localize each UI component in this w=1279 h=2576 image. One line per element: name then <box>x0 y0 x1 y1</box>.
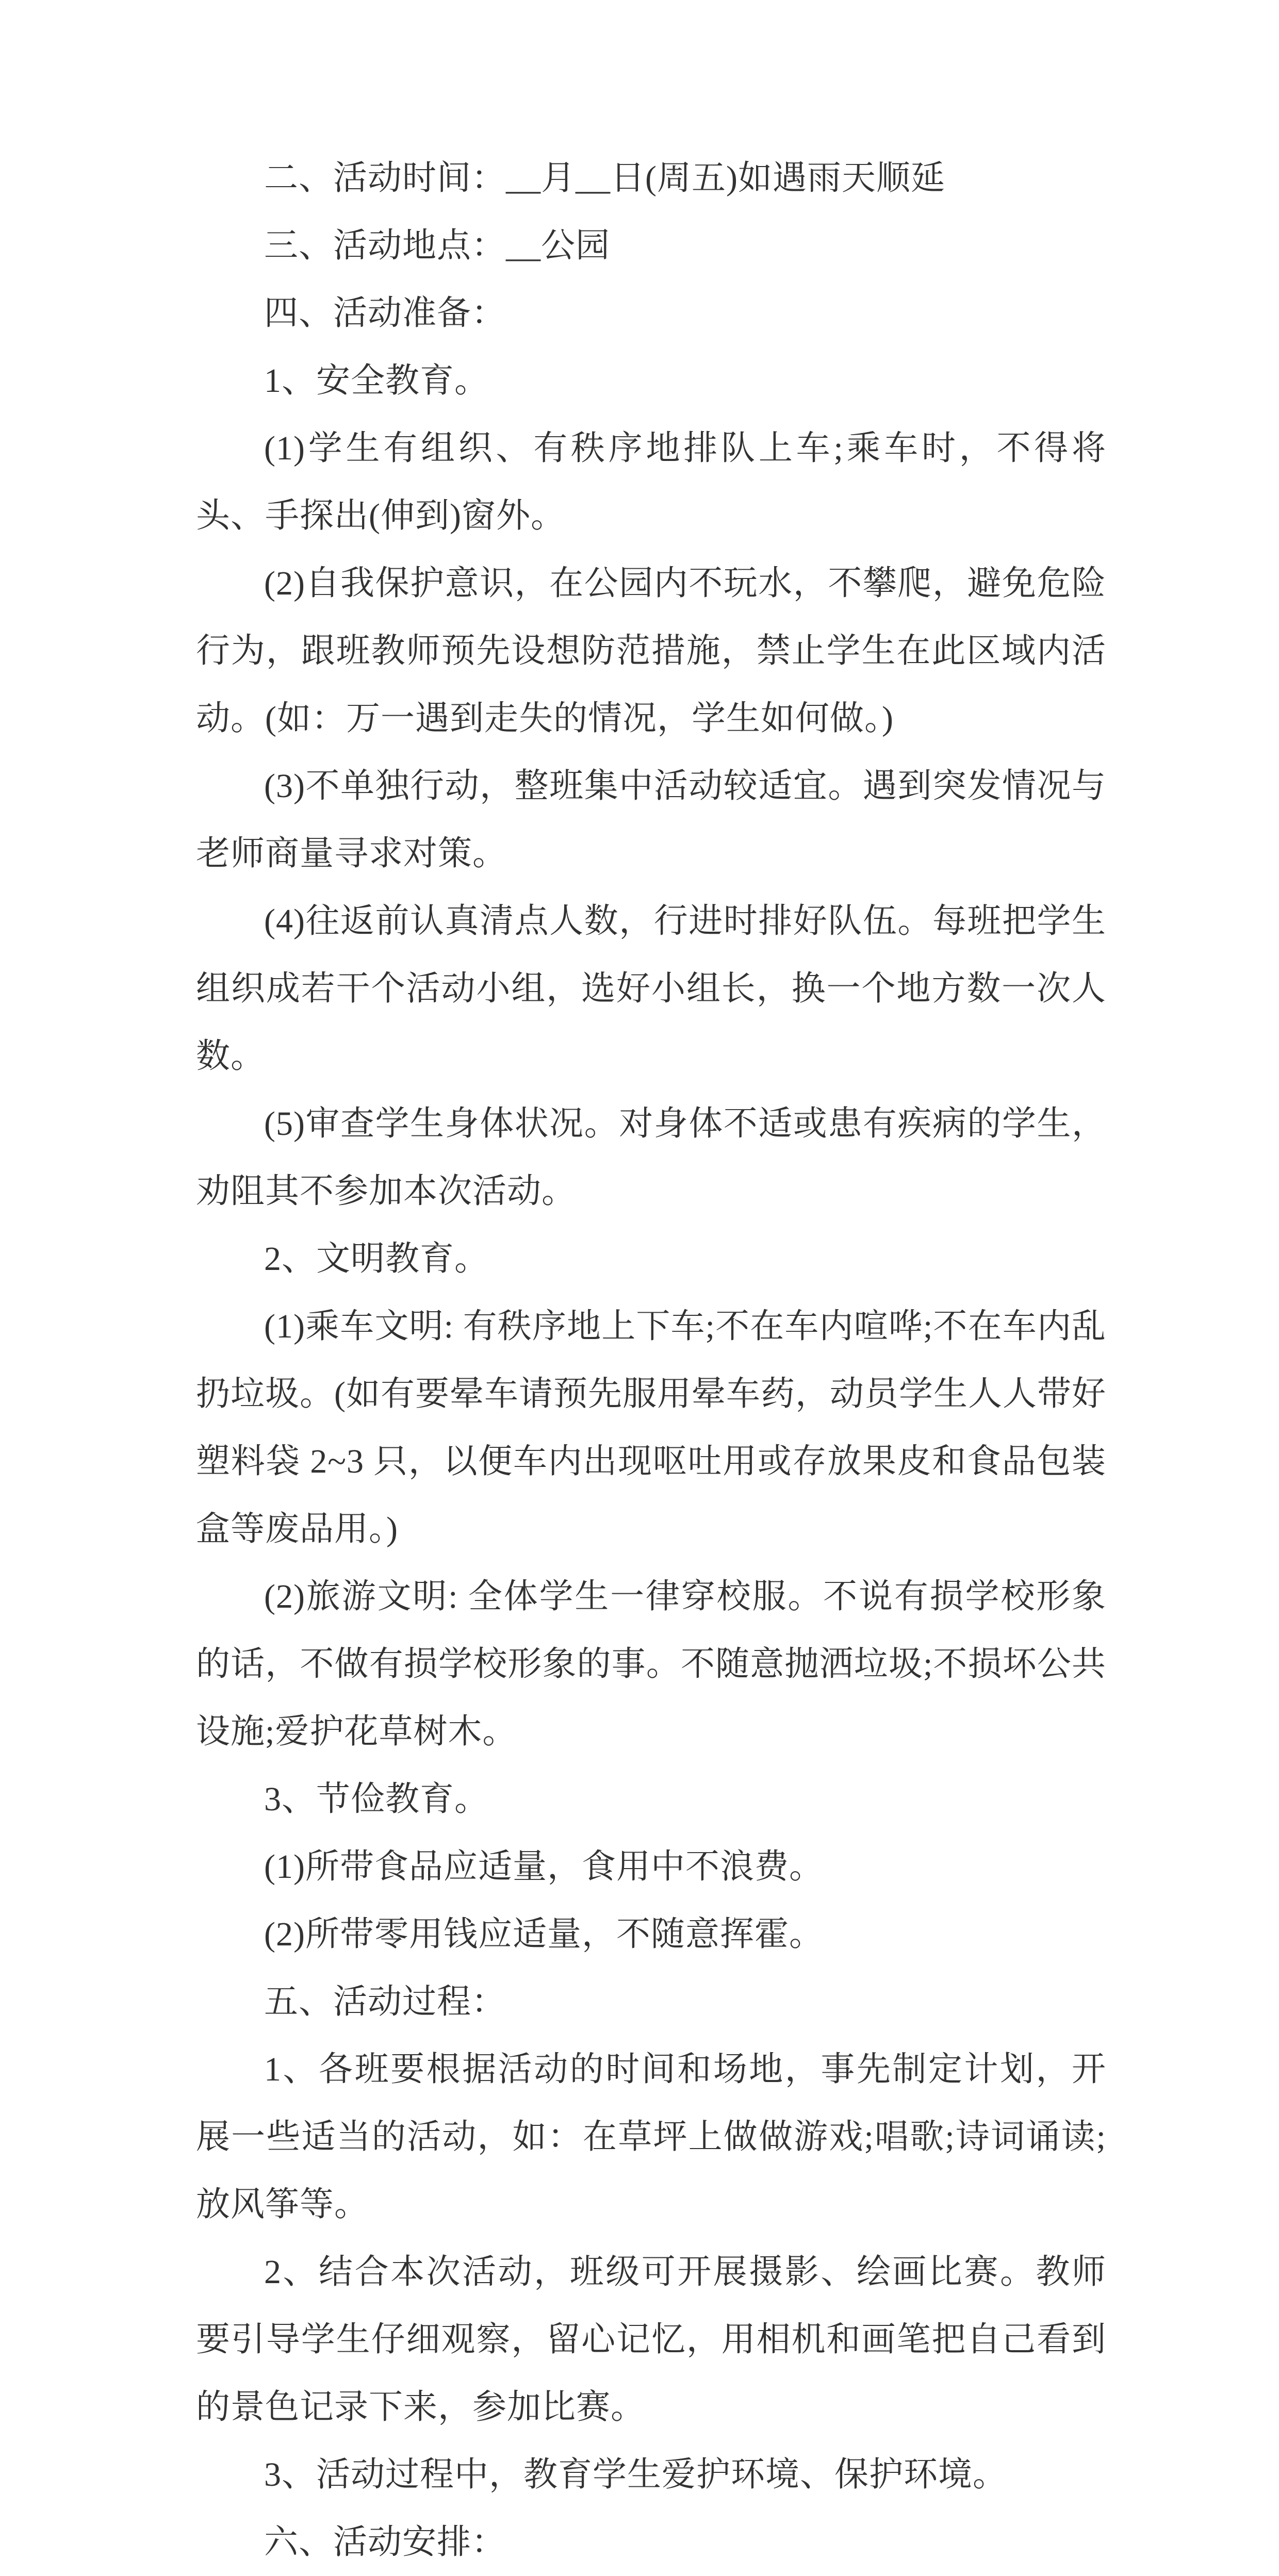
paragraph-activity-time: 二、活动时间：__月__日(周五)如遇雨天顺延 <box>264 159 945 197</box>
paragraph-civility-education-heading: 2、文明教育。 <box>264 1240 489 1278</box>
paragraph-activity-process-heading: 五、活动过程： <box>264 1983 506 2021</box>
paragraph-safety-item-5: (5)审查学生身体状况。对身体不适或患有疾病的学生，劝阻其不参加本次活动。 <box>196 1105 1106 1210</box>
paragraph-safety-item-3: (3)不单独行动，整班集中活动较适宜。遇到突发情况与老师商量寻求对策。 <box>196 767 1106 872</box>
paragraph-safety-item-1: (1)学生有组织、有秩序地排队上车;乘车时，不得将头、手探出(伸到)窗外。 <box>196 430 1106 535</box>
paragraph-process-item-2: 2、结合本次活动，班级可开展摄影、绘画比赛。教师要引导学生仔细观察，留心记忆，用相机和画笔把自己看到的景色记录下来，参加比赛。 <box>196 2253 1106 2426</box>
paragraph-activity-preparation-heading: 四、活动准备： <box>264 294 506 332</box>
paragraph-activity-location: 三、活动地点：__公园 <box>264 227 610 265</box>
paragraph-civility-item-2: (2)旅游文明: 全体学生一律穿校服。不说有损学校形象的话，不做有损学校形象的事。不随意抛洒垃圾;不损坏公共设施;爱护花草树木。 <box>196 1578 1106 1751</box>
paragraph-safety-education-heading: 1、安全教育。 <box>264 362 489 400</box>
paragraph-process-item-3: 3、活动过程中，教育学生爱护环境、保护环境。 <box>264 2456 1007 2494</box>
paragraph-thrift-item-1: (1)所带食品应适量，食用中不浪费。 <box>264 1848 824 1886</box>
paragraph-activity-arrangement-heading: 六、活动安排： <box>264 2523 506 2561</box>
paragraph-process-item-1: 1、各班要根据活动的时间和场地，事先制定计划，开展一些适当的活动，如：在草坪上做做游戏;唱歌;诗词诵读;放风筝等。 <box>196 2051 1106 2223</box>
paragraph-safety-item-4: (4)往返前认真清点人数，行进时排好队伍。每班把学生组织成若干个活动小组，选好小组长，换一个地方数一次人数。 <box>196 902 1106 1075</box>
paragraph-safety-item-2: (2)自我保护意识，在公园内不玩水，不攀爬，避免危险行为，跟班教师预先设想防范措施，禁止学生在此区域内活动。(如：万一遇到走失的情况，学生如何做。) <box>196 565 1106 737</box>
paragraph-thrift-item-2: (2)所带零用钱应适量，不随意挥霍。 <box>264 1916 824 1953</box>
paragraph-thrift-education-heading: 3、节俭教育。 <box>264 1780 489 1818</box>
paragraph-civility-item-1: (1)乘车文明: 有秩序地上下车;不在车内喧哗;不在车内乱扔垃圾。(如有要晕车请预先服用晕车药，动员学生人人带好塑料袋 2~3 只，以便车内出现呕吐用或存放果皮和食品包装盒等废品用。) <box>196 1308 1106 1548</box>
document-content <box>196 144 1106 2576</box>
